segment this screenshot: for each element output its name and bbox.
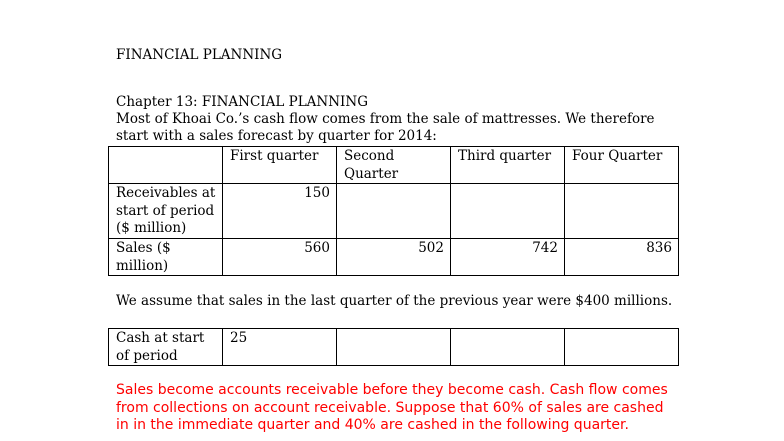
intro-paragraph: Most of Khoai Co.’s cash flow comes from the sale of mattresses. We therefore start with a sales forecast by quarter for 2014: [116, 111, 655, 144]
table-row-cash [109, 329, 679, 366]
table-cell: 742 [451, 239, 565, 276]
row-label: Cash at start of period [109, 329, 223, 366]
row-label: Receivables at start of period ($ million) [109, 184, 223, 239]
table-row-receivables [109, 184, 679, 239]
table-cell [451, 329, 565, 366]
assumption-paragraph: We assume that sales in the last quarter of the previous year were $400 millions. [116, 293, 673, 309]
document-heading: FINANCIAL PLANNING [116, 47, 283, 63]
table-cell: 836 [565, 239, 679, 276]
sales-forecast-table [108, 146, 679, 276]
note-paragraph: Sales become accounts receivable before they become cash. Cash flow comes from collections on account receivable. Suppose that 60% of sales are cashed in in the immediate quarter and 40% are cashed in the following quarter. [116, 382, 668, 433]
header-cell-first-quarter: First quarter [223, 147, 337, 184]
table-header-row [109, 147, 679, 184]
table-cell [565, 184, 679, 239]
chapter-title: Chapter 13: FINANCIAL PLANNING [116, 94, 368, 110]
table-cell [451, 184, 565, 239]
table-cell: 560 [223, 239, 337, 276]
header-cell-four-quarter: Four Quarter [565, 147, 679, 184]
table-cell [337, 184, 451, 239]
table-cell: 502 [337, 239, 451, 276]
row-label: Sales ($ million) [109, 239, 223, 276]
table-row-sales [109, 239, 679, 276]
cash-table [108, 328, 679, 366]
header-cell-second-quarter: Second Quarter [337, 147, 451, 184]
table-cell [337, 329, 451, 366]
header-cell-third-quarter: Third quarter [451, 147, 565, 184]
table-cell: 150 [223, 184, 337, 239]
table-cell [565, 329, 679, 366]
header-cell-empty [109, 147, 223, 184]
table-cell: 25 [223, 329, 337, 366]
